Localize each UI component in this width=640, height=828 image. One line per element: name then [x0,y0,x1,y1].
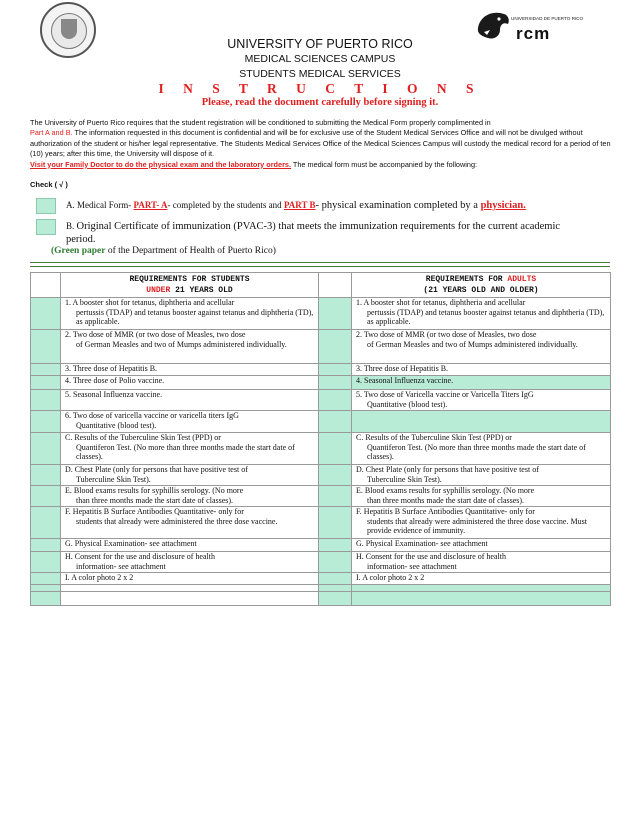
left-requirement-cell [61,411,319,433]
right-requirement-cell [352,573,611,585]
checkbox-option-b[interactable] [36,219,56,235]
right-check-cell[interactable] [319,433,352,465]
left-requirement-cell [61,465,319,486]
left-check-header [31,273,61,298]
right-requirement-cell [352,486,611,507]
right-requirement-cell [352,465,611,486]
requirement-text: C. Results of the Tuberculine Skin Test (PPD) or [356,433,512,442]
left-requirement-cell [61,330,319,364]
right-check-cell[interactable] [319,298,352,330]
blank-cell [352,585,611,592]
right-requirement-cell [352,390,611,411]
left-check-cell[interactable] [31,390,61,411]
requirement-text: 5. Two dose of Varicella vaccine or Varicella Titers IgG [356,390,534,399]
table-row [31,390,611,411]
option-b-text: B. Original Certificate of immunization (PVAC-3) that meets the immunization requirements for the current academic period. [66,221,561,245]
right-requirement-cell [352,552,611,573]
requirement-text: F. Hepatitis B Surface Antibodies Quantitative- only for [65,507,244,516]
requirement-text: G. Physical Examination- see attachment [65,539,197,548]
left-check-cell[interactable] [31,298,61,330]
left-requirement-cell [61,573,319,585]
right-requirement-cell [352,411,611,433]
table-row [31,552,611,573]
read-notice: Please, read the document carefully before signing it. [201,97,439,108]
requirement-text: 6. Two dose of varicella vaccine or varicella titers IgG [65,411,239,420]
left-requirement-cell [61,486,319,507]
left-requirement-cell [61,539,319,552]
service-title: STUDENTS MEDICAL SERVICES [239,68,401,80]
blank-cell [61,592,319,606]
check-label: Check ( √ ) [30,180,68,189]
requirement-text: H. Consent for the use and disclosure of health [65,552,215,561]
requirement-text-continued: Tuberculine Skin Test). [76,474,151,484]
left-check-cell[interactable] [31,486,61,507]
check-cell[interactable] [31,592,61,606]
table-row [31,364,611,376]
requirement-text: 2. Two dose of MMR (or two dose of Measles, two dose [356,330,537,339]
left-check-cell[interactable] [31,330,61,364]
requirement-text: 3. Three dose of Hepatitis B. [65,364,158,373]
requirement-text-continued: pertussis (TDAP) and tetanus booster against tetanus and diphtheria (TD), as applicable. [367,307,605,327]
requirement-text: I. A color photo 2 x 2 [65,573,134,582]
requirement-text: D. Chest Plate (only for persons that have positive test of [65,465,248,474]
left-requirement-cell [61,552,319,573]
check-cell[interactable] [319,585,352,592]
blank-cell [352,592,611,606]
requirement-text: 2. Two dose of MMR (or two dose of Measles, two dose [65,330,246,339]
adults-header: REQUIREMENTS FOR ADULTS (21 YEARS OLD AND OLDER) [352,273,611,298]
right-check-cell[interactable] [319,330,352,364]
green-paper-note: (Green paper of the Department of Health of Puerto Rico) [51,246,276,256]
requirement-text: E. Blood exams results for syphillis serology. (No more [356,486,535,495]
requirement-text-continued: than three months made the start date of classes). [367,495,525,505]
left-check-cell[interactable] [31,539,61,552]
table-row [31,298,611,330]
left-check-cell[interactable] [31,465,61,486]
requirement-text: F. Hepatitis B Surface Antibodies Quantitative- only for [356,507,535,516]
checkbox-option-a[interactable] [36,198,56,214]
requirement-text-continued: of German Measles and two of Mumps administered individually. [76,339,287,349]
requirement-text-continued: Quantiferon Test. (No more than three months made the start date of classes). [367,442,586,462]
requirement-text: 1. A booster shot for tetanus, diphtheria and acellular [356,298,526,307]
requirement-text-continued: Quantitative (blood test). [76,420,157,430]
left-requirement-cell [61,376,319,390]
visit-doctor-notice: Visit your Family Doctor to do the physical exam and the laboratory orders. [30,159,291,169]
requirement-text: 3. Three dose of Hepatitis B. [356,364,449,373]
right-requirement-cell [352,433,611,465]
right-check-cell[interactable] [319,376,352,390]
right-requirement-cell [352,376,611,390]
left-check-cell[interactable] [31,573,61,585]
requirement-text: H. Consent for the use and disclosure of health [356,552,506,561]
right-check-cell[interactable] [319,390,352,411]
requirement-text: E. Blood exams results for syphillis serology. (No more [65,486,244,495]
requirement-text: I. A color photo 2 x 2 [356,573,425,582]
check-cell[interactable] [31,585,61,592]
requirement-text-continued: students that already were administered the three dose vaccine. Must provide evidence of immunity. [367,516,587,536]
blank-cell [61,585,319,592]
table-row [31,330,611,364]
right-check-header [319,273,352,298]
requirement-text-continued: of German Measles and two of Mumps administered individually. [367,339,578,349]
requirement-text-continued: information- see attachment [76,561,166,571]
campus-title: MEDICAL SCIENCES CAMPUS [244,53,396,65]
requirement-text-continued: pertussis (TDAP) and tetanus booster against tetanus and diphtheria (TD), as applicable. [76,307,314,327]
left-check-cell[interactable] [31,411,61,433]
university-title: UNIVERSITY OF PUERTO RICO [227,37,413,51]
empty-row [31,592,611,606]
requirement-text-continued: Tuberculine Skin Test). [367,474,442,484]
table-row [31,376,611,390]
right-check-cell[interactable] [319,486,352,507]
right-requirement-cell [352,539,611,552]
table-row [31,411,611,433]
left-check-cell[interactable] [31,364,61,376]
intro-paragraph: The University of Puerto Rico requires that the student registration will be conditioned to submitting the Medical Form properly complimented in Part A and B. The information requested in this document is confidential and will be for exclusive use of the Student Medical Services Office and will not be divulged without authorization of the student or his/her legal representative. The Students Medical Services Office of the Medical Sciences Campus will custody the medical record for a period of ten (10) years; after this time, the University will dispose of it. Visit your Family Doctor to do the physical exam and the laboratory orders. The medical form must be accompanied by the following: [30,118,611,169]
table-row [31,465,611,486]
left-requirement-cell [61,390,319,411]
table-row [31,573,611,585]
right-check-cell[interactable] [319,507,352,539]
requirement-text: 4. Three dose of Polio vaccine. [65,376,165,385]
left-requirement-cell [61,298,319,330]
requirement-text: D. Chest Plate (only for persons that have positive test of [356,465,539,474]
requirement-text: G. Physical Examination- see attachment [356,539,488,548]
left-check-cell[interactable] [31,552,61,573]
right-check-cell[interactable] [319,465,352,486]
right-check-cell[interactable] [319,573,352,585]
right-check-cell[interactable] [319,552,352,573]
logo-university-text: UNIVERSIDAD DE PUERTO RICO [511,16,584,21]
requirement-text-continued: students that already were administered the three dose vaccine. [76,516,278,526]
section-divider [30,262,610,263]
right-check-cell[interactable] [319,539,352,552]
left-requirement-cell [61,433,319,465]
right-requirement-cell [352,298,611,330]
logo-rcm-text: rcm [516,24,551,43]
table-row [31,507,611,539]
left-requirement-cell [61,364,319,376]
right-requirement-cell [352,330,611,364]
option-a-text: A. Medical Form- PART- A- completed by the students and PART B- physical examination completed by a physician. [66,200,526,211]
left-check-cell[interactable] [31,433,61,465]
requirement-text-continued: information- see attachment [367,561,457,571]
left-requirement-cell [61,507,319,539]
instructions-heading: I N S T R U C T I O N S [158,81,482,96]
right-requirement-cell [352,507,611,539]
left-check-cell[interactable] [31,376,61,390]
table-row [31,486,611,507]
right-requirement-cell [352,364,611,376]
table-row [31,539,611,552]
empty-row [31,585,611,592]
requirement-text: C. Results of the Tuberculine Skin Test (PPD) or [65,433,221,442]
right-check-cell[interactable] [319,364,352,376]
under-21-header: REQUIREMENTS FOR STUDENTS UNDER 21 YEARS OLD [61,273,319,298]
requirement-text: 4. Seasonal Influenza vaccine. [356,376,454,385]
table-row [31,433,611,465]
requirement-text-continued: Quantiferon Test. (No more than three months made the start date of classes). [76,442,295,462]
requirement-text: 5. Seasonal Influenza vaccine. [65,390,163,399]
check-cell[interactable] [319,592,352,606]
requirement-text: 1. A booster shot for tetanus, diphtheria and acellular [65,298,235,307]
requirement-text-continued: than three months made the start date of classes). [76,495,234,505]
requirement-text-continued: Quantitative (blood test). [367,399,448,409]
left-check-cell[interactable] [31,507,61,539]
right-check-cell[interactable] [319,411,352,433]
requirements-table [30,272,611,606]
section-divider-2 [30,266,610,267]
